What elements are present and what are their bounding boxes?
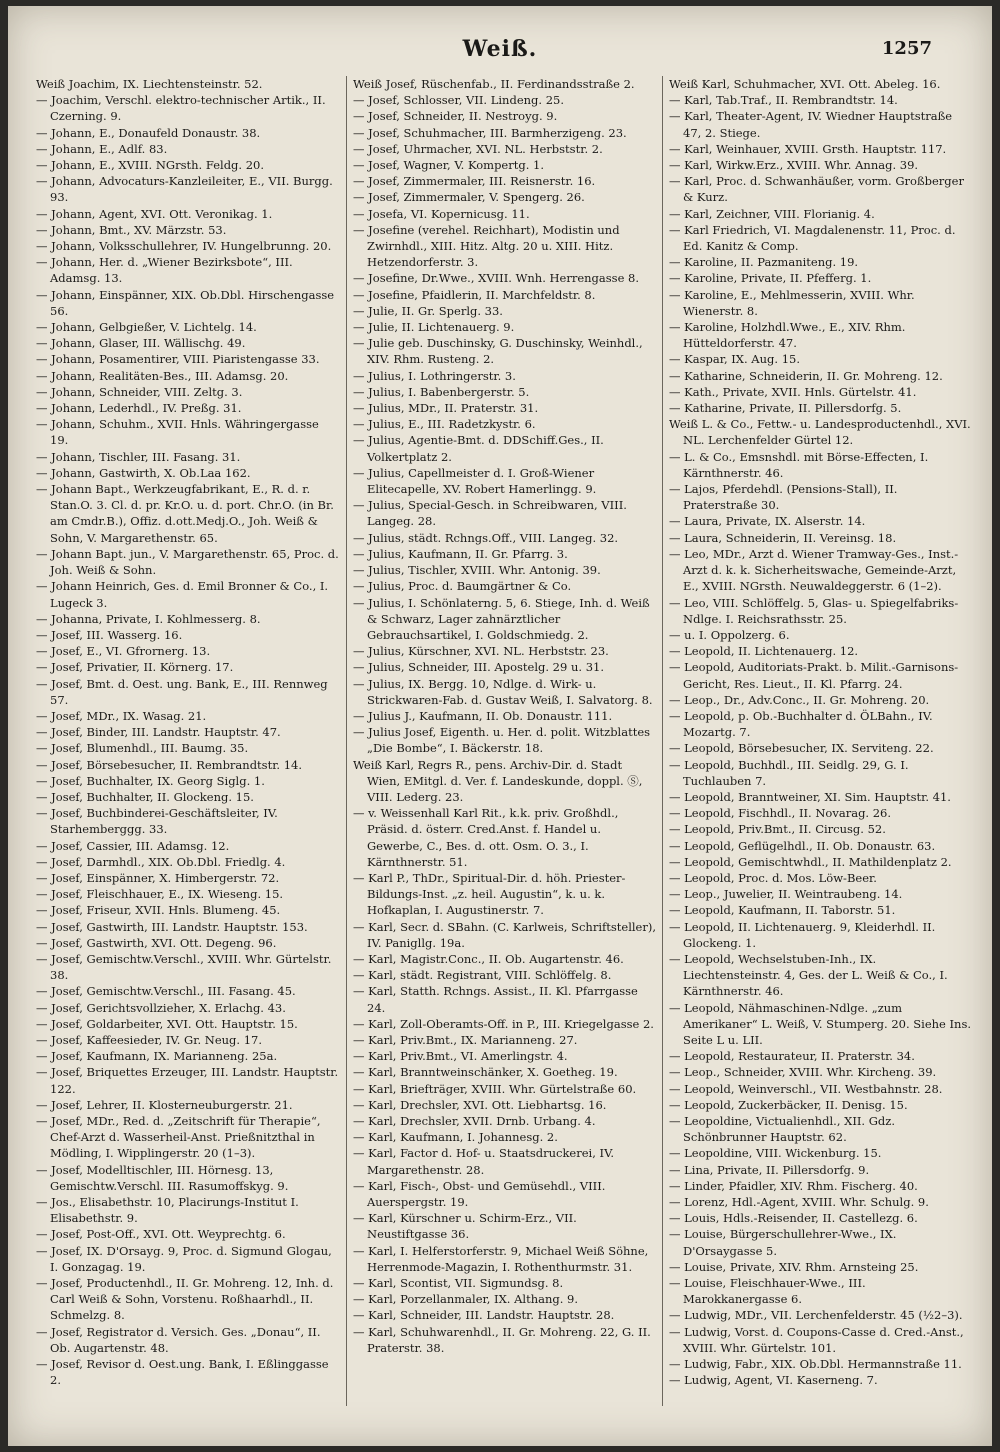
directory-entry: — Julius, I. Schönlaterng. 5, 6. Stiege, Inh. d. Weiß & Schwarz, Lager zahnärztlicher Gebrauchsartikel, I. Goldschmiedg. 2. <box>353 595 650 642</box>
directory-entry: Weiß L. & Co., Fettw.- u. Landesproductenhdl., XVI. NL. Lerchenfelder Gürtel 12. <box>669 417 971 448</box>
directory-entry: — Josef, Uhrmacher, XVI. NL. Herbststr. 2. <box>353 141 603 156</box>
directory-entry: — Josef, Darmhdl., XIX. Ob.Dbl. Friedlg. 4. <box>36 854 286 869</box>
directory-entry: — Josef, MDr., IX. Wasag. 21. <box>36 708 207 723</box>
directory-entry: — Josef, Gastwirth, XVI. Ott. Degeng. 96. <box>36 935 277 950</box>
directory-entry: — Josef, Lehrer, II. Klosterneuburgerstr. 21. <box>36 1097 293 1112</box>
directory-entry: — Louise, Fleischhauer-Wwe., III. Marokkanergasse 6. <box>669 1276 866 1307</box>
directory-entry: — Ludwig, Fabr., XIX. Ob.Dbl. Hermannstraße 11. <box>669 1357 962 1372</box>
directory-entry: — Josef, Buchhalter, II. Glockeng. 15. <box>36 789 254 804</box>
directory-entry: — Josefine, Dr.Wwe., XVIII. Wnh. Herrengasse 8. <box>353 271 640 286</box>
directory-entry: — Josefa, VI. Kopernicusg. 11. <box>353 206 530 221</box>
directory-entry: — Julius, Agentie-Bmt. d. DDSchiff.Ges., II. Volkertplatz 2. <box>353 433 604 464</box>
directory-entry: — Julius, IX. Bergg. 10, Ndlge. d. Wirk- u. Strickwaren-Fab. d. Gustav Weiß, I. Salvatorg. 8. <box>353 676 653 707</box>
column-right <box>662 76 978 1406</box>
directory-entry: — Karoline, Holzhdl.Wwe., E., XIV. Rhm. Hütteldorferstr. 47. <box>669 320 906 351</box>
directory-entry: — Johann Bapt., Werkzeugfabrikant, E., R. d. r. Stan.O. 3. Cl. d. pr. Kr.O. u. d. port. Chr.O. (in Br. am Cmdr.B.), Offiz. d.ott.Medj.O., Joh. Weiß & Sohn, V. Margarethenstr. 65. <box>36 482 334 545</box>
directory-entry: — Karl, Tab.Traf., II. Rembrandtstr. 14. <box>669 93 898 108</box>
directory-entry: — Josef, Börsebesucher, II. Rembrandtstr. 14. <box>36 757 303 772</box>
directory-entry: — Josef, Kaufmann, IX. Marianneng. 25a. <box>36 1049 278 1064</box>
directory-entry: — Leopold, Auditoriats-Prakt. b. Milit.-Garnisons-Gericht, Res. Lieut., II. Kl. Pfarrg. 24. <box>669 660 959 691</box>
directory-entry: — Josef, Gemischtw.Verschl., III. Fasang. 45. <box>36 984 296 999</box>
directory-entry: — Josef, Cassier, III. Adamsg. 12. <box>36 838 230 853</box>
directory-entry: — Julius, städt. Rchngs.Off., VIII. Langeg. 32. <box>353 530 619 545</box>
directory-entry: — Josef, MDr., Red. d. „Zeitschrift für Therapie“, Chef-Arzt d. Wasserheil-Anst. Prießnitzthal in Mödling, I. Wipplingerstr. 20 (1–3). <box>36 1114 321 1161</box>
directory-entry: — Johann, Agent, XVI. Ott. Veronikag. 1. <box>36 206 273 221</box>
directory-entry: — Leopold, II. Lichtenauerg. 9, Kleiderhdl. II. Glockeng. 1. <box>669 919 936 950</box>
directory-entry: Weiß Karl, Regrs R., pens. Archiv-Dir. d. Stadt Wien, EMitgl. d. Ver. f. Landeskunde, doppl. Ⓢ, VIII. Lederg. 23. <box>353 757 643 804</box>
directory-entry: — Josef, Post-Off., XVI. Ott. Weyprechtg. 6. <box>36 1227 286 1242</box>
directory-entry: — Josef, Buchbinderei-Geschäftsleiter, IV. Starhemberggg. 33. <box>36 806 278 837</box>
directory-entry: — Karl, Theater-Agent, IV. Wiedner Hauptstraße 47, 2. Stiege. <box>669 109 953 140</box>
directory-entry: — Josef, E., VI. Gfrornerg. 13. <box>36 644 211 659</box>
directory-entry: — Lina, Private, II. Pillersdorfg. 9. <box>669 1162 870 1177</box>
directory-entry: — Karl, Schuhwarenhdl., II. Gr. Mohreng. 22, G. II. Praterstr. 38. <box>353 1324 651 1355</box>
directory-entry: — Laura, Schneiderin, II. Vereinsg. 18. <box>669 530 897 545</box>
directory-entry: — Karl, Porzellanmaler, IX. Althang. 9. <box>353 1292 579 1307</box>
directory-entry: — Leopoldine, Victualienhdl., XII. Gdz. Schönbrunner Hauptstr. 62. <box>669 1114 895 1145</box>
directory-entry: — Leopoldine, VIII. Wickenburg. 15. <box>669 1146 882 1161</box>
directory-entry: — Johann, E., Adlf. 83. <box>36 141 168 156</box>
directory-entry: — Leo, VIII. Schlöffelg. 5, Glas- u. Spiegelfabriks-Ndlge. I. Reichsrathsstr. 25. <box>669 595 959 626</box>
directory-entry: — Josef, Gastwirth, III. Landstr. Hauptstr. 153. <box>36 919 308 934</box>
directory-entry: — Johann, Gelbgießer, V. Lichtelg. 14. <box>36 320 257 335</box>
directory-entry: — Josef, Einspänner, X. Himbergerstr. 72. <box>36 870 280 885</box>
directory-entry: — Laura, Private, IX. Alserstr. 14. <box>669 514 866 529</box>
directory-entry: — Lorenz, Hdl.-Agent, XVIII. Whr. Schulg. 9. <box>669 1195 929 1210</box>
directory-entry: — Julius, Schneider, III. Apostelg. 29 u. 31. <box>353 660 604 675</box>
directory-entry: — Karl P., ThDr., Spiritual-Dir. d. höh. Priester-Bildungs-Inst. „z. heil. Augustin“, k. u. k. Hofkaplan, I. Augustinerstr. 7. <box>353 870 626 918</box>
directory-entry: — Karl, Fisch-, Obst- und Gemüsehdl., VIII. Auerspergstr. 19. <box>353 1178 606 1210</box>
directory-entry: — Leopold, Fischhdl., II. Novarag. 26. <box>669 806 892 821</box>
directory-entry: — Josef, Friseur, XVII. Hnls. Blumeng. 45. <box>36 903 281 918</box>
directory-entry: — Julius, I. Lothringerstr. 3. <box>353 368 516 383</box>
directory-entry: — Jos., Elisabethstr. 10, Placirungs-Institut I. Elisabethstr. 9. <box>36 1195 299 1226</box>
directory-entry: — Karl, I. Helferstorferstr. 9, Michael Weiß Söhne, Herrenmode-Magazin, I. Rothenthurmstr. 31. <box>353 1243 649 1274</box>
directory-entry: — Josef, Fleischhauer, E., IX. Wieseng. 15. <box>36 887 284 902</box>
directory-entry: — Johanna, Private, I. Kohlmesserg. 8. <box>36 611 261 626</box>
directory-entry: — Johann, Realitäten-Bes., III. Adamsg. 20. <box>36 368 289 383</box>
directory-entry: — Karl, Priv.Bmt., VI. Amerlingstr. 4. <box>353 1049 568 1064</box>
directory-entry: — Johann, Tischler, III. Fasang. 31. <box>36 449 241 464</box>
page-number: 1257 <box>881 38 932 59</box>
directory-entry: — Karl, Kürschner u. Schirm-Erz., VII. Neustiftgasse 36. <box>353 1211 577 1242</box>
directory-entry: — Kath., Private, XVII. Hnls. Gürtelstr. 41. <box>669 384 917 399</box>
directory-entry: — Josef, Modelltischler, III. Hörnesg. 13, Gemischtw.Verschl. III. Rasumoffskyg. 9. <box>36 1162 289 1193</box>
directory-entry: — Julie, II. Lichtenauerg. 9. <box>353 320 515 335</box>
directory-entry: — Julius, Special-Gesch. in Schreibwaren, VIII. Langeg. 28. <box>353 498 627 529</box>
directory-entry: — Karl, Schneider, III. Landstr. Hauptstr. 28. <box>353 1308 615 1323</box>
directory-entry: — Karl, städt. Registrant, VIII. Schlöffelg. 8. <box>353 968 612 983</box>
directory-entry: — Katharine, Private, II. Pillersdorfg. 5. <box>669 401 902 416</box>
directory-entry: — Johann, E., XVIII. NGrsth. Feldg. 20. <box>36 158 265 173</box>
directory-entry: — Karoline, II. Pazmaniteng. 19. <box>669 255 859 270</box>
directory-entry: — Ludwig, Vorst. d. Coupons-Casse d. Cred.-Anst., XVIII. Whr. Gürtelstr. 101. <box>669 1324 964 1355</box>
directory-entry: — Leopold, Branntweiner, XI. Sim. Hauptstr. 41. <box>669 789 951 804</box>
directory-entry: — Josef, Privatier, II. Körnerg. 17. <box>36 660 234 675</box>
directory-entry: — Ludwig, Agent, VI. Kaserneng. 7. <box>669 1373 878 1388</box>
directory-entry: — Josef, Goldarbeiter, XVI. Ott. Hauptstr. 15. <box>36 1016 298 1031</box>
directory-entry: — Johann, Schneider, VIII. Zeltg. 3. <box>36 384 243 399</box>
directory-entry: — Julius, E., III. Radetzkystr. 6. <box>353 417 536 432</box>
directory-entry: — Josef, Gemischtw.Verschl., XVIII. Whr. Gürtelstr. 38. <box>36 951 332 983</box>
directory-entry: — Josef, Bmt. d. Oest. ung. Bank, E., III. Rennweg 57. <box>36 676 328 707</box>
directory-entry: — Julius, Kaufmann, II. Gr. Pfarrg. 3. <box>353 546 568 561</box>
directory-entry: — Leopold, Gemischtwhdl., II. Mathildenplatz 2. <box>669 854 952 869</box>
directory-entry: — Josef, Zimmermaler, V. Spengerg. 26. <box>353 190 585 205</box>
directory-entry: — Johann, Gastwirth, X. Ob.Laa 162. <box>36 465 251 480</box>
directory-entry: — Josef, Buchhalter, IX. Georg Siglg. 1. <box>36 773 265 788</box>
directory-entry: — Josef, Gerichtsvollzieher, X. Erlachg. 43. <box>36 1000 286 1015</box>
directory-entry: — Julius, Tischler, XVIII. Whr. Antonig. 39. <box>353 563 601 578</box>
directory-entry: — Karl, Scontist, VII. Sigmundsg. 8. <box>353 1276 564 1291</box>
directory-entry: — Josef, Schneider, II. Nestroyg. 9. <box>353 109 558 124</box>
directory-entry: — Johann, Einspänner, XIX. Ob.Dbl. Hirschengasse 56. <box>36 287 335 318</box>
directory-entry: — Leopold, Kaufmann, II. Taborstr. 51. <box>669 903 896 918</box>
directory-entry: — Johann, Glaser, III. Wällischg. 49. <box>36 336 246 351</box>
column-middle <box>346 76 662 1406</box>
directory-entry: — Leopold, Wechselstuben-Inh., IX. Liechtensteinstr. 4, Ges. der L. Weiß & Co., I. Kärnthnerstr. 46. <box>669 951 948 999</box>
directory-entry: — Johann Bapt. jun., V. Margarethenstr. 65, Proc. d. Joh. Weiß & Sohn. <box>36 546 339 578</box>
directory-entry: — Louise, Bürgerschullehrer-Wwe., IX. D'Orsaygasse 5. <box>669 1227 897 1258</box>
directory-entry: — Josef, Registrator d. Versich. Ges. „Donau“, II. Ob. Augartenstr. 48. <box>36 1324 321 1355</box>
directory-entry: — Leopold, Buchhdl., III. Seidlg. 29, G. I. Tuchlauben 7. <box>669 757 909 788</box>
directory-entry: — Johann, Bmt., XV. Märzstr. 53. <box>36 222 227 237</box>
directory-entry: — Josef, Revisor d. Oest.ung. Bank, I. Eßlinggasse 2. <box>36 1357 329 1388</box>
directory-entry: — Karl, Drechsler, XVI. Ott. Liebhartsg. 16. <box>353 1097 607 1112</box>
directory-entry: — Josef, Schuhmacher, III. Barmherzigeng. 23. <box>353 125 627 140</box>
directory-entry: — Johann, Her. d. „Wiener Bezirksbote“, III. Adamsg. 13. <box>36 255 293 286</box>
directory-entry: — Karoline, E., Mehlmesserin, XVIII. Whr. Wienerstr. 8. <box>669 287 915 318</box>
directory-page <box>8 6 992 1446</box>
directory-entry: — Leopold, Proc. d. Mos. Löw-Beer. <box>669 870 877 885</box>
directory-entry: — Karl, Zeichner, VIII. Florianig. 4. <box>669 206 875 221</box>
directory-entry: — Johann, Volksschullehrer, IV. Hungelbrunng. 20. <box>36 239 332 254</box>
directory-entry: — Johann, Schuhm., XVII. Hnls. Währingergasse 19. <box>36 417 319 448</box>
directory-entry: — Josef, Briquettes Erzeuger, III. Landstr. Hauptstr. 122. <box>36 1065 339 1096</box>
directory-entry: — Josef, Kaffeesieder, IV. Gr. Neug. 17. <box>36 1032 262 1047</box>
directory-entry: — Josef, IX. D'Orsayg. 9, Proc. d. Sigmund Glogau, I. Gonzagag. 19. <box>36 1243 332 1274</box>
directory-entry: — Linder, Pfaidler, XIV. Rhm. Fischerg. 40. <box>669 1178 918 1193</box>
directory-entry: — Katharine, Schneiderin, II. Gr. Mohreng. 12. <box>669 368 943 383</box>
directory-entry: — Karl, Wirkw.Erz., XVIII. Whr. Annag. 39. <box>669 158 919 173</box>
directory-entry: — Josef, Binder, III. Landstr. Hauptstr. 47. <box>36 725 281 740</box>
column-left <box>30 76 346 1406</box>
directory-entry: — Leopold, Zuckerbäcker, II. Denisg. 15. <box>669 1097 908 1112</box>
directory-entry: — Josef, III. Wasserg. 16. <box>36 627 183 642</box>
directory-entry: — Karl, Proc. d. Schwanhäußer, vorm. Großberger & Kurz. <box>669 174 964 205</box>
directory-entry: — Johann, Lederhdl., IV. Preßg. 31. <box>36 401 242 416</box>
directory-entry: — Johann, E., Donaufeld Donaustr. 38. <box>36 125 261 140</box>
directory-entry: — Josef, Productenhdl., II. Gr. Mohreng. 12, Inh. d. Carl Weiß & Sohn, Vorstenu. Roßhaarhdl., II. Schmelzg. 8. <box>36 1276 334 1323</box>
directory-entry: — Karl, Kaufmann, I. Johannesg. 2. <box>353 1130 558 1145</box>
directory-entry: — Julius, Kürschner, XVI. NL. Herbststr. 23. <box>353 644 609 659</box>
directory-entry: — Kaspar, IX. Aug. 15. <box>669 352 800 367</box>
directory-entry: — Josefine, Pfaidlerin, II. Marchfeldstr. 8. <box>353 287 596 302</box>
directory-entry: — Leo, MDr., Arzt d. Wiener Tramway-Ges., Inst.-Arzt d. k. k. Sicherheitswache, Gemeinde-Arzt, E., XVIII. NGrsth. Neuwaldeggerstr. 6 (1–2). <box>669 546 959 594</box>
directory-entry: — Leopold, Geflügelhdl., II. Ob. Donaustr. 63. <box>669 838 936 853</box>
directory-entry: — Karl, Secr. d. SBahn. (C. Karlweis, Schriftsteller), IV. Panigllg. 19a. <box>353 919 656 950</box>
directory-entry: — Josef, Zimmermaler, III. Reisnerstr. 16. <box>353 174 596 189</box>
page-title: Weiß. <box>462 36 538 62</box>
directory-entry: — Leop., Dr., Adv.Conc., II. Gr. Mohreng. 20. <box>669 692 930 707</box>
directory-entry: Weiß Joachim, IX. Liechtensteinstr. 52. <box>36 77 263 91</box>
directory-entry: — Julie, II. Gr. Sperlg. 33. <box>353 303 503 318</box>
directory-entry: — Josefine (verehel. Reichhart), Modistin und Zwirnhdl., XIII. Hitz. Altg. 20 u. XIII. Hitz. Hetzendorferstr. 3. <box>353 222 620 270</box>
directory-entry: — Leop., Juwelier, II. Weintraubeng. 14. <box>669 887 903 902</box>
directory-entry: — Karl, Zoll-Oberamts-Off. in P., III. Kriegelgasse 2. <box>353 1016 654 1031</box>
directory-entry: — Lajos, Pferdehdl. (Pensions-Stall), II. Praterstraße 30. <box>669 482 898 513</box>
directory-columns <box>30 76 978 1406</box>
directory-entry: — Julius J., Kaufmann, II. Ob. Donaustr. 111. <box>353 708 613 723</box>
page-header <box>8 36 992 66</box>
directory-entry: — Josef, Blumenhdl., III. Baumg. 35. <box>36 741 249 756</box>
directory-entry: — Leopold, II. Lichtenauerg. 12. <box>669 644 859 659</box>
directory-entry: — Karl, Briefträger, XVIII. Whr. Gürtelstraße 60. <box>353 1081 637 1096</box>
directory-entry: — Julius, I. Babenbergerstr. 5. <box>353 384 530 399</box>
directory-entry: — Karl, Magistr.Conc., II. Ob. Augartenstr. 46. <box>353 951 624 966</box>
directory-entry: — Julius, Proc. d. Baumgärtner & Co. <box>353 579 572 594</box>
directory-entry: — Johann, Advocaturs-Kanzleileiter, E., VII. Burgg. 93. <box>36 174 333 205</box>
directory-entry: — Julius Josef, Eigenth. u. Her. d. polit. Witzblattes „Die Bombe“, I. Bäckerstr. 18. <box>353 725 651 756</box>
directory-entry: Weiß Karl, Schuhmacher, XVI. Ott. Abeleg. 16. <box>669 77 941 91</box>
directory-entry: — Karl, Priv.Bmt., IX. Marianneng. 27. <box>353 1032 578 1047</box>
directory-entry: — Leopold, Weinverschl., VII. Westbahnstr. 28. <box>669 1081 943 1096</box>
directory-entry: — Josef, Wagner, V. Kompertg. 1. <box>353 158 544 173</box>
directory-entry: — Louise, Private, XIV. Rhm. Arnsteing 25. <box>669 1259 919 1274</box>
directory-entry: — Johann Heinrich, Ges. d. Emil Bronner & Co., I. Lugeck 3. <box>36 579 329 610</box>
directory-entry: — Joachim, Verschl. elektro-technischer Artik., II. Czerning. 9. <box>36 93 326 124</box>
directory-entry: — Karl, Factor d. Hof- u. Staatsdruckerei, IV. Margarethenstr. 28. <box>353 1146 615 1177</box>
directory-entry: Weiß Josef, Rüschenfab., II. Ferdinandsstraße 2. <box>353 77 635 91</box>
directory-entry: — Johann, Posamentirer, VIII. Piaristengasse 33. <box>36 352 320 367</box>
directory-entry: — Karl, Drechsler, XVII. Drnb. Urbang. 4. <box>353 1114 596 1128</box>
directory-entry: — Leopold, p. Ob.-Buchhalter d. ÖLBahn., IV. Mozartg. 7. <box>669 708 933 740</box>
directory-entry: — Leopold, Restaurateur, II. Praterstr. 34. <box>669 1049 915 1064</box>
directory-entry: — v. Weissenhall Karl Rit., k.k. priv. Großhdl., Präsid. d. österr. Cred.Anst. f. Handel u. Gewerbe, C., Bes. d. ott. Osm. O. 3., I. Kärnthnerstr. 51. <box>353 806 619 869</box>
directory-entry: — Julie geb. Duschinsky, G. Duschinsky, Weinhdl., XIV. Rhm. Rusteng. 2. <box>353 336 643 367</box>
directory-entry: — Karl, Branntweinschänker, X. Goetheg. 19. <box>353 1065 618 1080</box>
directory-entry: — Leopold, Nähmaschinen-Ndlge. „zum Amerikaner“ L. Weiß, V. Stumperg. 20. Siehe Ins. Seite L u. LII. <box>669 1000 971 1047</box>
directory-entry: — Karl, Weinhauer, XVIII. Grsth. Hauptstr. 117. <box>669 141 947 156</box>
directory-entry: — Julius, Capellmeister d. I. Groß-Wiener Elitecapelle, XV. Robert Hamerlingg. 9. <box>353 465 597 497</box>
directory-entry: — Josef, Schlosser, VII. Lindeng. 25. <box>353 93 564 108</box>
directory-entry: — L. & Co., Emsnshdl. mit Börse-Effecten, I. Kärnthnerstr. 46. <box>669 449 929 480</box>
directory-entry: — Leopold, Börsebesucher, IX. Serviteng. 22. <box>669 741 934 756</box>
directory-entry: — Karl Friedrich, VI. Magdalenenstr. 11, Proc. d. Ed. Kanitz & Comp. <box>669 222 956 254</box>
directory-entry: — Leop., Schneider, XVIII. Whr. Kircheng. 39. <box>669 1065 937 1080</box>
directory-entry: — Karoline, Private, II. Pfefferg. 1. <box>669 271 872 286</box>
directory-entry: — Karl, Statth. Rchngs. Assist., II. Kl. Pfarrgasse 24. <box>353 984 638 1015</box>
directory-entry: — Ludwig, MDr., VII. Lerchenfelderstr. 45 (½2–3). <box>669 1308 963 1323</box>
directory-entry: — u. I. Oppolzerg. 6. <box>669 627 790 642</box>
directory-entry: — Leopold, Priv.Bmt., II. Circusg. 52. <box>669 822 886 837</box>
directory-entry: — Louis, Hdls.-Reisender, II. Castellezg. 6. <box>669 1211 918 1226</box>
directory-entry: — Julius, MDr., II. Praterstr. 31. <box>353 401 539 416</box>
